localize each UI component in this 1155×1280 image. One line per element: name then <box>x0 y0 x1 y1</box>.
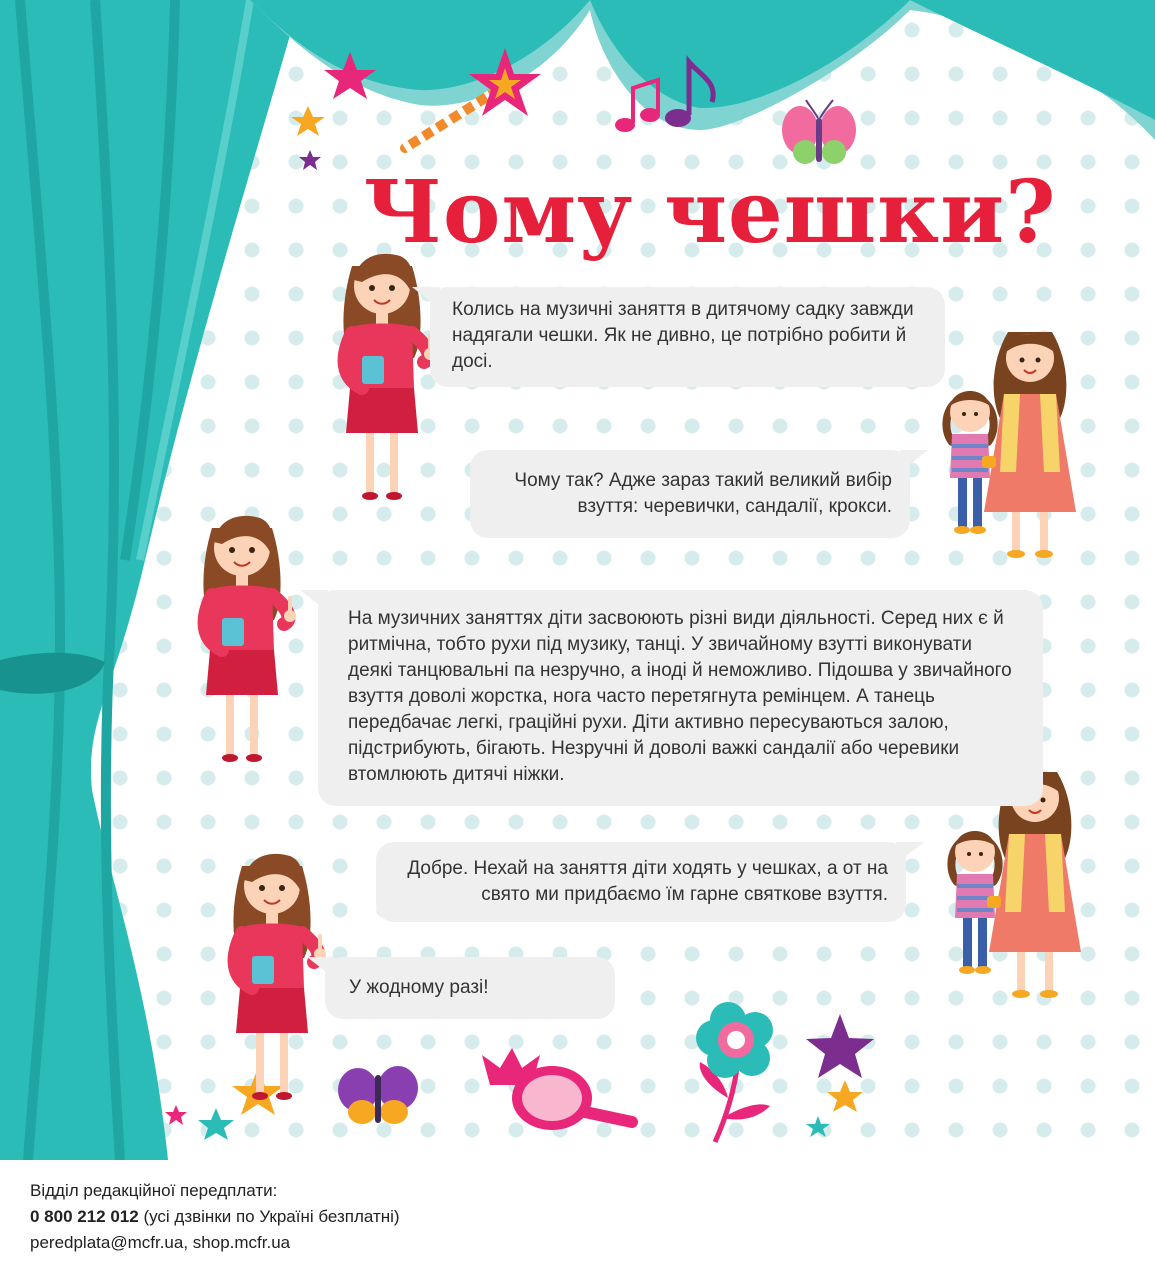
footer-phone-line <box>30 1204 400 1230</box>
speech-bubble-teacher-1: Колись на музичні заняття в дитячому садку завжди надягали чешки. Як не дивно, це потрібно робити й досі. <box>430 287 945 387</box>
speech-bubble-teacher-3: У жодному разі! <box>325 957 615 1019</box>
page-title: Чому чешки? <box>363 162 1057 263</box>
speech-bubble-teacher-2: На музичних заняттях діти засвоюють різні види діяльності. Серед них є й ритмічна, тобто рухи під музику, танці. У звичайному взутті виконувати деякі танцювальні па незручно, а іноді й неможливо. Підошва у звичайного взуття доволі жорстка, нога часто перетягнута ремінцем. А танець передбачає легкі, граційні рухи. Діти активно пересуваються залою, підстрибують, бігають. Незручні й доволі важкі сандалії або черевики втомлюють дитячі ніжки. <box>318 590 1043 806</box>
phone-number[interactable]: 0 800 212 012 <box>30 1207 139 1226</box>
speech-bubble-parent-2: Добре. Нехай на заняття діти ходять у чешках, а от на свято ми придбаємо їм гарне святкове взуття. <box>376 842 906 922</box>
footer-links[interactable]: peredplata@mcfr.ua, shop.mcfr.ua <box>30 1233 291 1252</box>
speech-bubble-parent-1: Чому так? Адже зараз такий великий вибір взуття: черевички, сандалії, крокси. <box>470 450 910 538</box>
footer <box>30 1178 400 1256</box>
footer-title: Відділ редакційної передплати: <box>30 1181 278 1200</box>
phone-note: (усі дзвінки по Україні безплатні) <box>138 1207 400 1226</box>
